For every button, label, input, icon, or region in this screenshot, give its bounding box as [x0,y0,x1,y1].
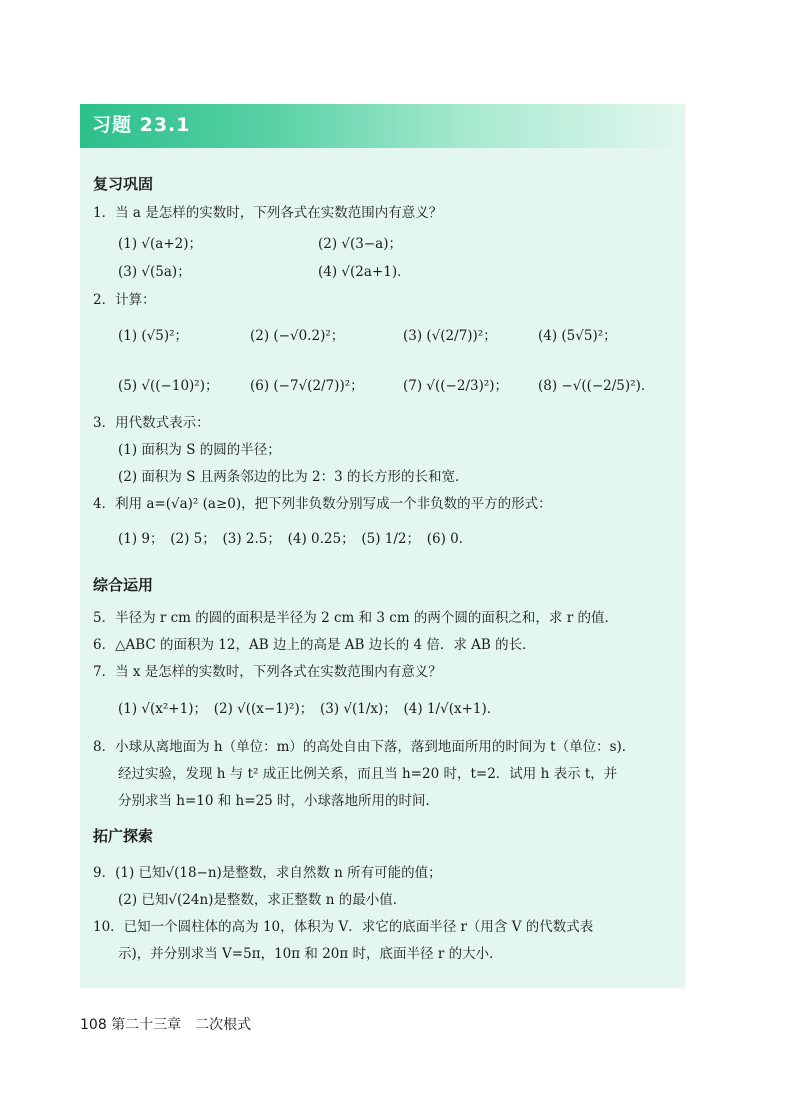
q2-part-4: (4) (5√5)²； [538,328,617,344]
q4-items: (1) 9； (2) 5； (3) 2.5； (4) 0.25； (5) 1/2； (6) 0． [118,531,473,547]
section-apply-heading: 综合运用 [93,576,154,594]
exercise-title: 习题 23.1 [92,114,191,136]
section-review-heading: 复习巩固 [93,175,154,193]
q7-items: (1) √(x²+1)； (2) √((x−1)²)； (3) √(1/x)； (4) 1/√(x+1)． [118,701,501,717]
question-6: 6．△ABC 的面积为 12，AB 边上的高是 AB 边长的 4 倍．求 AB 的长． [93,637,536,653]
question-8-line-3: 分别求当 h=10 和 h=25 时，小球落地所用的时间． [118,793,440,809]
q1-part-4: (4) √(2a+1)． [318,264,411,280]
question-8-line-2: 经过实验，发现 h 与 t² 成正比例关系，而且当 h=20 时，t=2．试用 h 表示 t，并 [118,766,618,782]
question-4: 4．利用 a=(√a)² (a≥0)，把下列非负数分别写成一个非负数的平方的形式： [93,496,552,512]
question-10-line-1: 10．已知一个圆柱体的高为 10，体积为 V．求它的底面半径 r（用含 V 的代数式表 [93,919,594,935]
q2-part-8: (8) −√((−2/5)²)． [538,378,655,394]
q2-part-7: (7) √((−2/3)²)； [403,378,509,394]
question-7: 7．当 x 是怎样的实数时，下列各式在实数范围内有意义？ [93,664,442,680]
q1-part-1: (1) √(a+2)； [118,236,202,252]
section-explore-heading: 拓广探索 [93,827,154,845]
question-2: 2．计算： [93,292,156,308]
q3-part-2: (2) 面积为 S 且两条邻边的比为 2：3 的长方形的长和宽． [118,469,469,485]
q1-part-3: (3) √(5a)； [118,264,191,280]
page-footer: 108 第二十三章 二次根式 [80,1017,252,1033]
q2-part-6: (6) (−7√(2/7))²； [250,378,364,394]
q2-part-5: (5) √((−10)²)； [118,378,219,394]
q2-part-3: (3) (√(2/7))²； [403,328,497,344]
question-8-line-1: 8．小球从离地面为 h（单位：m）的高处自由下落，落到地面所用的时间为 t（单位：s)． [93,739,636,755]
question-5: 5．半径为 r cm 的圆的面积是半径为 2 cm 和 3 cm 的两个圆的面积之和，求 r 的值． [93,610,618,626]
q2-part-2: (2) (−√0.2)²； [250,328,345,344]
question-10-line-2: 示)，并分别求当 V=5π，10π 和 20π 时，底面半径 r 的大小． [118,946,503,962]
question-1: 1．当 a 是怎样的实数时，下列各式在实数范围内有意义？ [93,205,443,221]
question-9-part-2: (2) 已知√(24n)是整数，求正整数 n 的最小值． [118,892,407,908]
q1-part-2: (2) √(3−a)； [318,236,402,252]
question-3: 3．用代数式表示： [93,415,210,431]
question-9-part-1: 9．(1) 已知√(18−n)是整数，求自然数 n 所有可能的值； [93,865,442,881]
q2-part-1: (1) (√5)²； [118,328,189,344]
q3-part-1: (1) 面积为 S 的圆的半径； [118,442,281,458]
